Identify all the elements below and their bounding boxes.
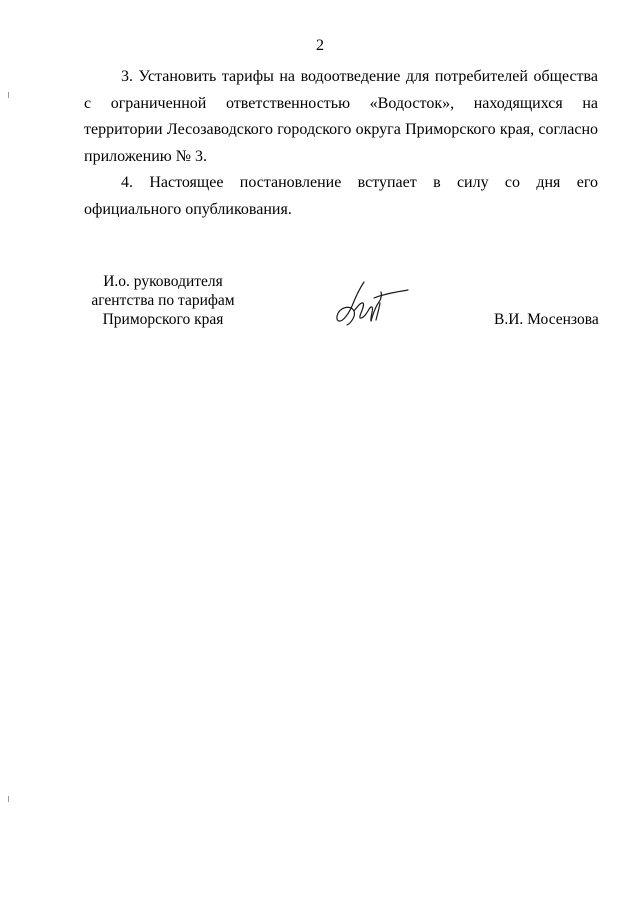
scan-margin-mark <box>8 796 9 802</box>
handwritten-signature <box>330 276 412 330</box>
signatory-position-line: Приморского края <box>102 311 224 328</box>
signatory-position <box>78 272 248 329</box>
paragraph-4: 4. Настоящее постановление вступает в силу со дня его официального опубликования. <box>84 174 598 218</box>
paragraph-3: 3. Установить тарифы на водоотведение для потребителей общества с ограниченной ответственностью «Водосток», находящихся на территории Лесозаводского городского округа Приморского края, согласно приложению № 3. <box>84 68 598 165</box>
signatory-name: В.И. Мосензова <box>494 311 599 328</box>
signatory-position-line: И.о. руководителя <box>103 273 223 290</box>
document-body <box>84 64 598 223</box>
signatory-position-line: агентства по тарифам <box>91 292 235 309</box>
scan-margin-mark <box>8 92 9 98</box>
page-number: 2 <box>316 37 324 54</box>
